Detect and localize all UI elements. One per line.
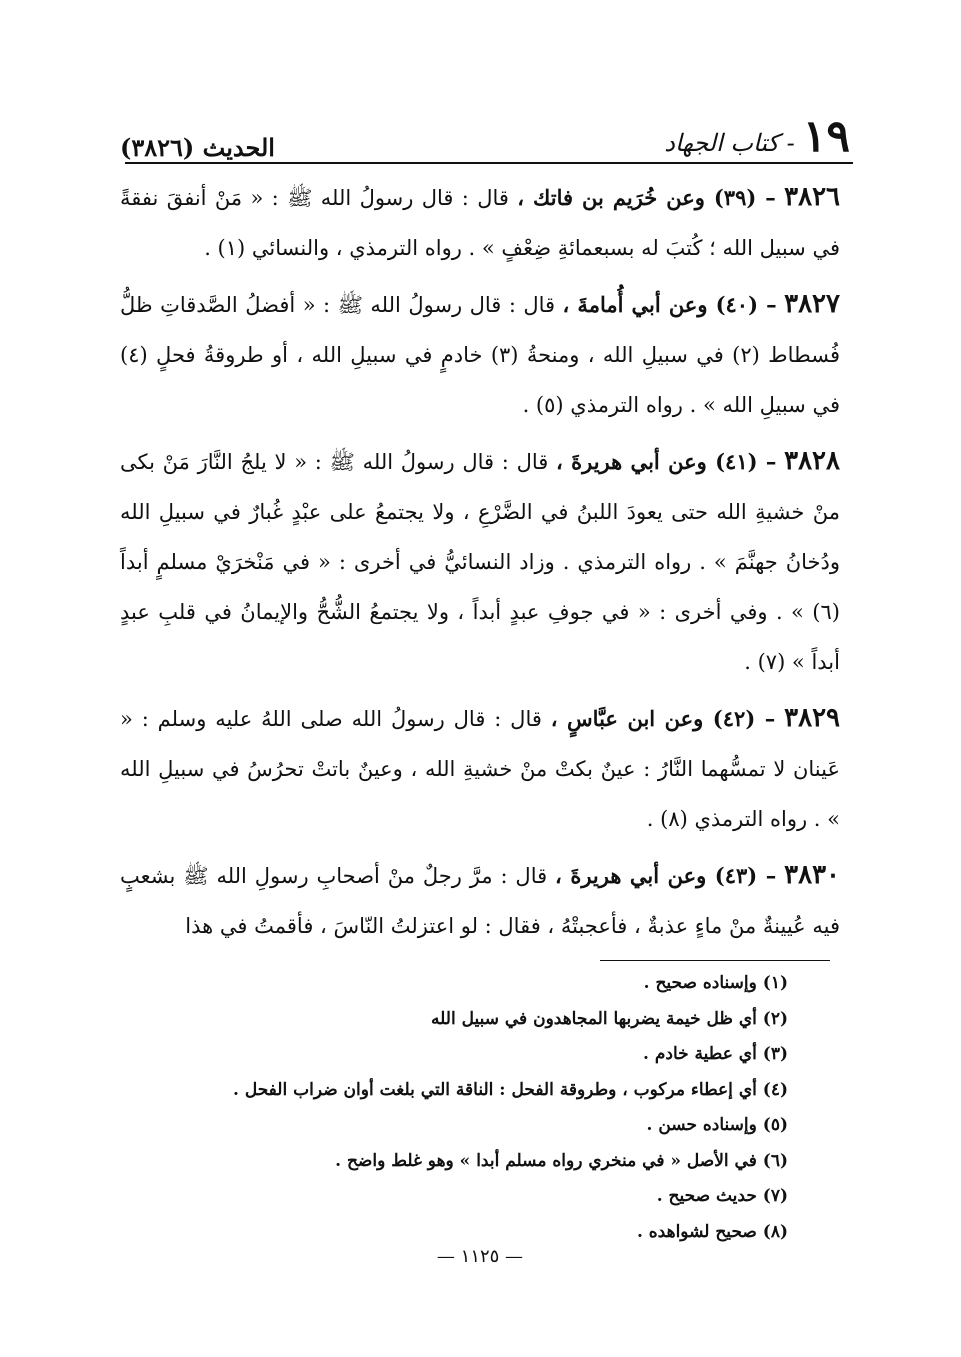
footnotes	[170, 966, 788, 1250]
footnote: (٦) في الأصل « في منخري رواه مسلم أبدا » وهو غلط واضح .	[335, 1150, 788, 1171]
hadith-text: قال : قال رسولُ الله ﷺ : « مَنْ أنفقَ نفقةً في سبيل الله ؛ كُتبَ له بسبعمائةِ ضِعْفٍ » . رواه الترمذي ، والنسائي (١) .	[120, 186, 840, 260]
hadith-text: قال : قال رسولُ الله صلى اللهُ عليه وسلم : « عَينان لا تمسُّهما النَّارُ : عينٌ بكتْ منْ خشيةِ الله ، وعينٌ باتتْ تحرُسُ في سبيلِ الله » . رواه الترمذي (٨) .	[120, 707, 840, 831]
hadith-range: الحديث (٣٨٢٦)	[120, 133, 275, 162]
hadith-narrator: – (٣٩) وعن خُرَيم بن فاتك ،	[517, 185, 776, 210]
footnote: (٧) حديث صحيح .	[656, 1186, 788, 1206]
footnote: (٤) أي إعطاء مركوب ، وطروقة الفحل : الناقة التي بلغت أوان ضراب الفحل .	[232, 1079, 788, 1100]
hadith-narrator: – (٤٢) وعن ابن عبَّاسٍ ،	[550, 706, 776, 731]
footnote: (٢) أي ظل خيمة يضربها المجاهدون في سبيل الله	[431, 1008, 788, 1029]
hadith-narrator: – (٤٠) وعن أبي أُمامةَ ،	[562, 292, 777, 317]
hadith-number: ٣٨٢٨	[784, 446, 840, 476]
footnote: (٥) وإسناده حسن .	[646, 1115, 788, 1135]
footnote-divider	[600, 960, 830, 961]
hadith-text: قال : قال رسولُ الله ﷺ : « أفضلُ الصَّدقاتِ ظلُّ فُسطاط (٢) في سبيلِ الله ، ومنحةُ (٣) خادمٍ في سبيلِ الله ، أو طروقةُ فحلٍ (٤) في سبيلِ الله » . رواه الترمذي (٥) .	[120, 293, 840, 417]
footnote: (١) وإسناده صحيح .	[643, 973, 788, 993]
hadith-paragraph	[120, 436, 840, 687]
chapter-heading	[664, 111, 850, 162]
hadith-narrator: – (٤٣) وعن أبي هريرةَ ،	[555, 863, 777, 888]
page-number: — ١١٢٥ —	[436, 1246, 524, 1267]
hadith-text: قال : قال رسولُ الله ﷺ : « لا يلجُ النَّارَ مَنْ بكى منْ خشيةِ الله حتى يعودَ اللبنُ في الضَّرْعِ ، ولا يجتمعُ على عبْدٍ غُبارٌ في سبيلِ الله ودُخانُ جهنَّمَ » . رواه الترمذي . وزاد النسائيُّ في أخرى : « في مَنْخرَيْ مسلمٍ أبداً (٦) » . وفي أخرى : « في جوفِ عبدٍ أبداً ، ولا يجتمعُ الشُّحُّ والإيمانُ في قلبِ عبدٍ أبداً » (٧) .	[120, 450, 840, 674]
footnote: (٣) أي عطية خادم .	[643, 1044, 788, 1064]
hadith-number: ٣٨٣٠	[784, 860, 840, 890]
main-text	[120, 172, 840, 951]
footnote: (٨) صحيح لشواهده .	[636, 1221, 788, 1242]
hadith-number: ٣٨٢٦	[784, 182, 840, 212]
header-divider	[125, 162, 853, 164]
hadith-text: قال : مرَّ رجلٌ منْ أصحابِ رسولِ الله ﷺ بشعبٍ فيه عُيينةٌ منْ ماءٍ عذبةٌ ، فأعجبتْهُ ، فقال : لو اعتزلتُ النّاسَ ، فأقمتُ في هذا	[120, 864, 840, 938]
hadith-paragraph	[120, 850, 840, 951]
hadith-paragraph	[120, 279, 840, 430]
chapter-title: - كتاب الجهاد	[664, 129, 795, 157]
hadith-paragraph	[120, 693, 840, 844]
hadith-number: ٣٨٢٩	[784, 703, 840, 733]
hadith-paragraph	[120, 172, 840, 273]
hadith-narrator: – (٤١) وعن أبي هريرةَ ،	[555, 449, 777, 474]
hadith-number: ٣٨٢٧	[784, 289, 840, 319]
page-header	[120, 92, 850, 162]
chapter-number: ١٩	[802, 111, 850, 162]
